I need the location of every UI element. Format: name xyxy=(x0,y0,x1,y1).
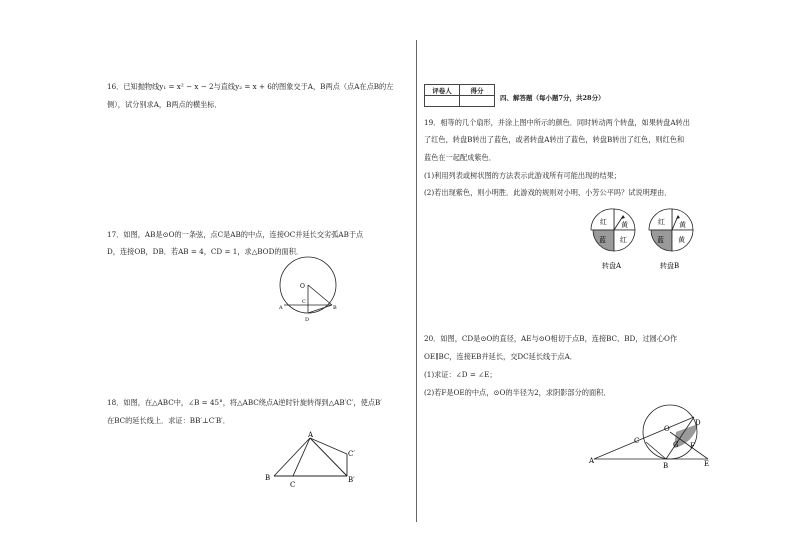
q20-line1: 20．如图，CD是⊙O的直径，AE与⊙O相切于点B，连接BC、BD，过圆心O作 xyxy=(424,334,678,343)
q16-line2: 侧），试分别求A，B两点的横坐标． xyxy=(107,100,222,109)
spinner-a-sector-3: 蓝 xyxy=(599,236,606,244)
q20-label-F: F xyxy=(690,442,695,450)
spinner-b-caption: 转盘B xyxy=(660,262,680,270)
q18-label-B: B xyxy=(265,474,271,482)
q19-line2: 了红色，转盘B转出了蓝色，或者转盘A转出了蓝色，转盘B转出了红色，则红色和 xyxy=(424,135,685,144)
score-table xyxy=(424,84,495,107)
q19-line3: 蓝色在一起配成紫色． xyxy=(424,153,496,162)
q17-line1: 17．如图，AB是⊙O的一条弦，点C是AB的中点，连接OC并延长交劣弧AB于点 xyxy=(107,230,364,239)
column-divider xyxy=(416,40,417,522)
q20-label-O: O xyxy=(664,425,670,433)
q17-line2: D，连接OB，DB．若AB = 4，CD = 1，求△BOD的面积． xyxy=(107,247,304,256)
spinner-a-sector-1: 红 xyxy=(600,218,607,226)
spinner-b xyxy=(646,206,698,272)
q20-label-A: A xyxy=(589,457,595,465)
spinner-a-sector-2: 黄 xyxy=(621,221,628,229)
q20-label-B: B xyxy=(663,462,669,470)
score-table-score-cell[interactable] xyxy=(460,96,495,107)
spinner-b-sector-1: 红 xyxy=(658,218,665,226)
q18-label-C: C xyxy=(290,481,296,489)
q18-figure xyxy=(262,430,362,490)
q19-line1: 19．相等的几个扇形，并涂上图中所示的颜色．同时转动两个转盘，如果转盘A转出 xyxy=(424,118,690,127)
section-heading: 四、解答题（每小题7分，共28分） xyxy=(500,94,605,102)
q18-line2: 在BC的延长线上．求证：BB′⊥C′B′． xyxy=(107,416,230,425)
spinner-b-sector-4: 黄 xyxy=(678,236,685,244)
q20-label-E: E xyxy=(704,460,710,468)
q18-label-A: A xyxy=(308,431,314,439)
q20-part2: (2)若F是OE的中点，⊙O的半径为2，求阴影部分的面积． xyxy=(424,388,611,397)
spinner-b-sector-2: 黄 xyxy=(679,221,686,229)
spinner-a-caption: 转盘A xyxy=(602,262,622,270)
q17-figure xyxy=(276,255,346,325)
q18-label-Bp: B′ xyxy=(348,476,355,484)
q16-line1: 16．已知抛物线y₁ = x² − x − 2与直线y₂ = x + 6的图象交于A，B两点（点A在点B的左 xyxy=(107,82,394,91)
q18-line1: 18．如图，在△ABC中，∠B = 45°，将△ABC绕点A逆时针旋转得到△AB′C′，使点B′ xyxy=(107,398,382,407)
score-table-grader-cell[interactable] xyxy=(425,96,460,107)
q17-label-B: B xyxy=(333,305,337,311)
spinner-a xyxy=(588,206,640,272)
q18-label-Cp: C′ xyxy=(348,450,355,458)
q19-part1: (1)利用列表或树状图的方法表示此游戏所有可能出现的结果； xyxy=(424,171,622,180)
q17-label-A: A xyxy=(279,305,283,311)
q20-part1: (1)求证：∠D = ∠E； xyxy=(424,370,497,379)
q20-figure xyxy=(586,400,716,470)
score-table-score: 得分 xyxy=(460,85,495,96)
q20-label-C: C xyxy=(634,437,640,445)
score-table-grader: 评卷人 xyxy=(425,85,460,96)
q20-label-D: D xyxy=(695,419,701,427)
spinner-b-sector-3: 蓝 xyxy=(657,236,664,244)
q17-label-C: C xyxy=(302,299,306,305)
q19-part2: (2)若出现紫色，则小明胜．此游戏的规则对小明、小芳公平吗？试说明理由． xyxy=(424,188,672,197)
q17-label-O: O xyxy=(300,283,305,290)
q17-label-D: D xyxy=(305,317,310,323)
q20-label-G: G xyxy=(673,441,679,449)
q20-line2: OE∥BC，连接EB并延长，交DC延长线于点A． xyxy=(424,352,577,361)
spinner-a-sector-4: 红 xyxy=(620,236,627,244)
